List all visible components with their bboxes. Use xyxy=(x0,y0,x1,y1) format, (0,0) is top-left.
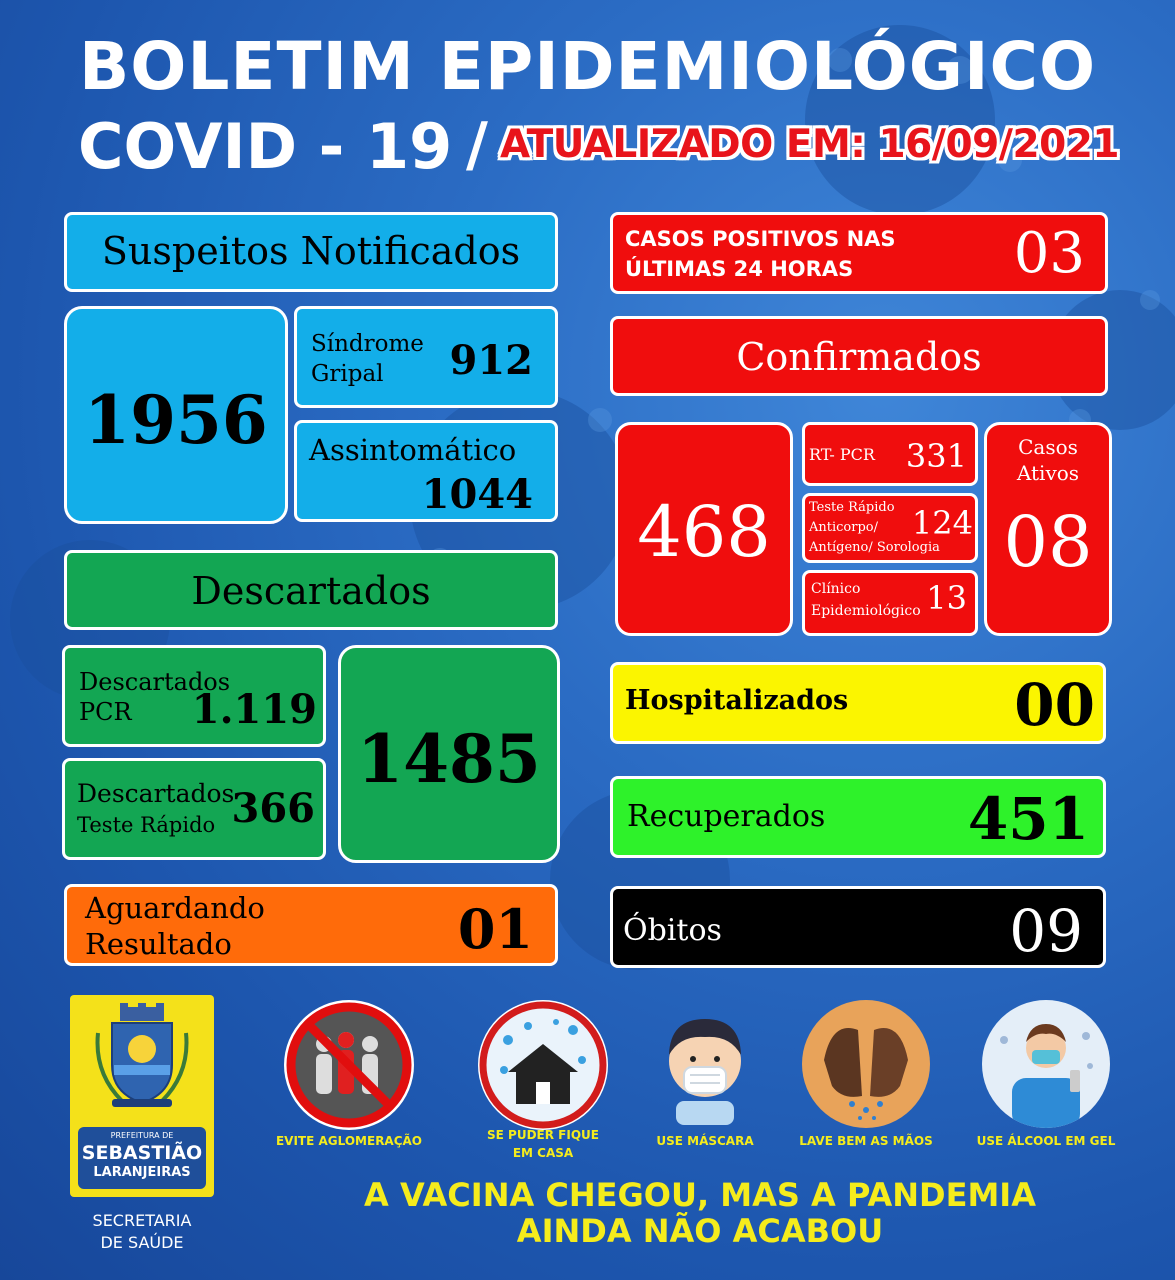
title-separator: / xyxy=(466,110,488,180)
confirmados-total-card xyxy=(615,422,793,636)
footer-line-1: A VACINA CHEGOU, MAS A PANDEMIA xyxy=(364,1176,1036,1214)
suspeitos-total-card xyxy=(64,306,288,524)
recuperados-value: 451 xyxy=(967,785,1089,853)
logo-line-1: PREFEITURA DE xyxy=(110,1131,174,1140)
descartados-rapido-label-2: Teste Rápido xyxy=(77,813,216,837)
caption-fique-em-casa-2: EM CASA xyxy=(512,1146,574,1160)
clinico-value: 13 xyxy=(926,579,967,617)
obitos-value: 09 xyxy=(1009,897,1083,965)
clinico-label-2: Epidemiológico xyxy=(811,603,921,619)
casos-ativos-label-1: Casos xyxy=(1018,435,1078,459)
obitos-card xyxy=(610,886,1106,968)
descartados-pcr-value: 1.119 xyxy=(191,686,317,733)
mask-icon xyxy=(650,1005,760,1125)
assintomatico-value: 1044 xyxy=(421,471,533,518)
sindrome-label-1: Síndrome xyxy=(311,331,424,357)
recuperados-label: Recuperados xyxy=(627,799,826,834)
hospitalizados-label: Hospitalizados xyxy=(625,685,849,716)
sindrome-label-2: Gripal xyxy=(311,361,384,387)
teste-rapido-label-3: Antígeno/ Sorologia xyxy=(809,540,940,555)
rtpcr-value: 331 xyxy=(905,437,967,475)
assintomatico-label: Assintomático xyxy=(309,433,517,467)
clinico-card xyxy=(802,570,978,636)
secretaria-line-1: SECRETARIA xyxy=(92,1211,192,1230)
rtpcr-card xyxy=(802,422,978,486)
hospitalizados-value: 00 xyxy=(1014,671,1095,739)
descartados-header xyxy=(64,550,558,630)
clinico-label-1: Clínico xyxy=(811,581,861,597)
positivos-24h-value: 03 xyxy=(1013,221,1085,286)
recuperados-card xyxy=(610,776,1106,858)
stay-home-icon xyxy=(478,1000,608,1130)
hospitalizados-card xyxy=(610,662,1106,744)
descartados-pcr-card xyxy=(62,645,326,747)
prefeitura-logo xyxy=(70,995,214,1197)
descartados-rapido-label-1: Descartados xyxy=(77,779,235,808)
assintomatico-card xyxy=(294,420,558,522)
caption-lave-as-maos: LAVE BEM AS MÃOS xyxy=(799,1134,933,1148)
teste-rapido-card xyxy=(802,493,978,563)
casos-ativos-value: 08 xyxy=(1003,501,1093,583)
casos-ativos-label-2: Ativos xyxy=(1016,461,1080,485)
sindrome-gripal-card xyxy=(294,306,558,408)
obitos-label: Óbitos xyxy=(623,913,722,948)
suspeitos-title: Suspeitos Notificados xyxy=(101,229,521,273)
confirmados-total-value: 468 xyxy=(637,491,771,573)
positivos-24h-card xyxy=(610,212,1108,294)
confirmados-header xyxy=(610,316,1108,396)
teste-rapido-value: 124 xyxy=(911,504,973,542)
alcohol-gel-icon xyxy=(982,1000,1110,1128)
positivos-24h-label-2: ÚLTIMAS 24 HORAS xyxy=(625,257,854,281)
descartados-rapido-value: 366 xyxy=(231,785,315,832)
suspeitos-header xyxy=(64,212,558,292)
descartados-total-card xyxy=(338,645,560,863)
caption-evite-aglomeracao: EVITE AGLOMERAÇÃO xyxy=(275,1134,423,1148)
caption-use-mascara: USE MÁSCARA xyxy=(656,1134,754,1148)
sindrome-value: 912 xyxy=(449,337,533,384)
page-subtitle: COVID - 19 xyxy=(78,110,453,183)
footer-line-2: AINDA NÃO ACABOU xyxy=(516,1212,884,1250)
aguardando-label-1: Aguardando xyxy=(85,891,265,925)
teste-rapido-label-2: Anticorpo/ xyxy=(809,520,878,535)
logo-line-2: SEBASTIÃO xyxy=(81,1142,203,1164)
confirmados-title: Confirmados xyxy=(736,335,982,379)
suspeitos-total-value: 1956 xyxy=(84,381,268,459)
page-title: BOLETIM EPIDEMIOLÓGICO xyxy=(78,28,1097,105)
no-crowd-icon xyxy=(284,1000,414,1130)
descartados-pcr-label-1: Descartados xyxy=(79,668,231,696)
descartados-total-value: 1485 xyxy=(357,720,541,798)
updated-date: ATUALIZADO EM: 16/09/2021 xyxy=(500,122,1120,167)
casos-ativos-card xyxy=(984,422,1112,636)
descartados-title: Descartados xyxy=(191,569,431,613)
positivos-24h-label-1: CASOS POSITIVOS NAS xyxy=(625,227,896,251)
aguardando-card xyxy=(64,884,558,966)
wash-hands-icon xyxy=(802,1000,930,1128)
secretaria-line-2: DE SAÚDE xyxy=(100,1233,184,1252)
logo-line-3: LARANJEIRAS xyxy=(93,1165,191,1180)
descartados-rapido-card xyxy=(62,758,326,860)
coat-of-arms-icon xyxy=(92,1003,192,1111)
aguardando-label-2: Resultado xyxy=(85,927,232,961)
teste-rapido-label-1: Teste Rápido xyxy=(809,500,895,515)
caption-fique-em-casa-1: SE PUDER FIQUE xyxy=(487,1128,599,1142)
aguardando-value: 01 xyxy=(457,897,533,961)
descartados-pcr-label-2: PCR xyxy=(79,698,132,726)
rtpcr-label: RT- PCR xyxy=(809,445,875,464)
caption-use-alcool-gel: USE ÁLCOOL EM GEL xyxy=(976,1134,1116,1148)
